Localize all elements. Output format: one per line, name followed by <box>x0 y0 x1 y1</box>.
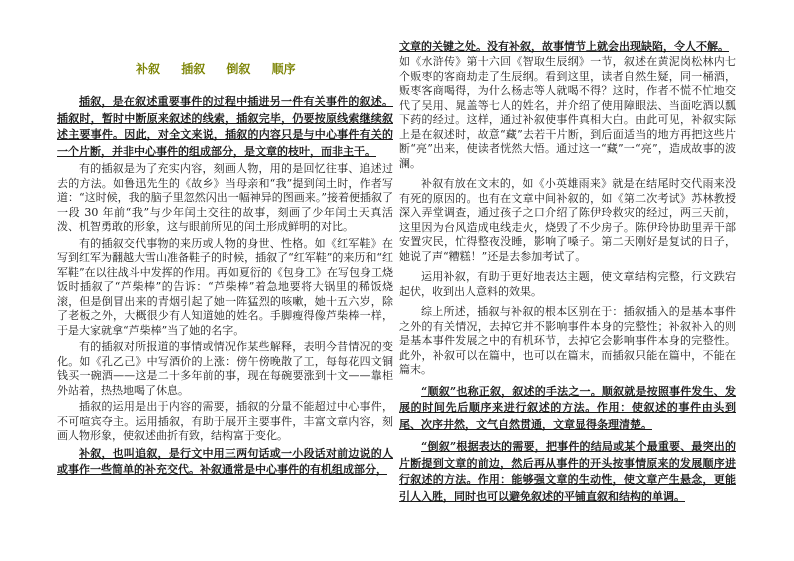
body-paragraph: 有的插叙对所报道的事情或情况作某些解释，表明今昔情况的变化。如《孔乙己》中写酒价的上涨：傍午傍晚散了工，每每花四文铜钱买一碗酒——这是二十多年前的事，现在每碗要涨到十文——靠柜外站着，热热地喝了休息。 <box>57 340 393 397</box>
definition-paragraph-insertion: 插叙，是在叙述重要事件的过程中插进另一件有关事件的叙述。插叙时，暂时中断原来叙述的线索，插叙完毕，仍要按原线索继续叙述主要事件。因此，对全文来说，插叙的内容只是与中心事件有关的一个片断，并非中心事件的组成部分，是文章的枝叶，而非主干。 <box>57 95 393 158</box>
left-column <box>57 94 393 514</box>
body-paragraph: 插叙的运用是出于内容的需要，插叙的分量不能超过中心事件，不可喧宾夺主。运用插叙，有助于展开主要事件，丰富文章内容，刻画人物形象，使叙述曲折有致，结构富于变化。 <box>57 400 393 442</box>
definition-paragraph-flashback: “倒叙”根据表达的需要，把事件的结局或某个最重要、最突出的片断提到文章的前边，然后再从事件的开头按事情原来的发展顺序进行叙述的方法。作用：能够强文章的生动性，使文章产生悬念，更能引人入胜，同时也可以避免叙述的平铺直叙和结构的单调。 <box>399 440 736 503</box>
body-paragraph: 运用补叙，有助于更好地表达主题，使文章结构完整，行文跌宕起伏，收到出人意料的效果。 <box>399 270 736 298</box>
definition-paragraph-chronological: “顺叙”也称正叙，叙述的手法之一。顺叙就是按照事件发生、发展的时间先后顺序来进行叙述的方法。作用：使叙述的事件由头到尾、次序井然，文气自然贯通，文章显得条理清楚。 <box>399 384 736 431</box>
body-paragraph: 有的插叙交代事物的来历或人物的身世、性格。如《红军鞋》在写到红军为翻越大雪山准备鞋子的时候，插叙了“红军鞋”的来历和“红军鞋”在以往战斗中发挥的作用。再如夏衍的《包身工》在写包身工烧饭时插叙了“芦柴棒”的告诉：“芦柴棒”着急地要将大锅里的稀饭烧滚，但是倒冒出来的青烟引起了她一阵猛烈的咳嗽，她十五六岁，除了老板之外，大概很少有人知道她的姓名。手脚瘦得像芦柴棒一样，于是大家就拿“芦柴棒”当了她的名字。 <box>57 236 393 337</box>
definition-paragraph-supplement: 补叙，也叫追叙，是行文中用三两句话或一小段话对前边说的人或事作一些简单的补充交代。补叙通常是中心事件的有机组成部分， <box>57 446 393 476</box>
title-word: 补叙 <box>136 62 161 76</box>
title-word: 顺序 <box>271 62 296 76</box>
continued-paragraph-emphasis: 文章的关键之处。没有补叙，故事情节上就会出现缺陷，令人不解。 <box>399 40 729 53</box>
continued-paragraph-text: 如《水浒传》第十六回《智取生辰纲》一节，叙述在黄泥岗松林内七个贩枣的客商劫走了生辰纲。看到这里，读者自然生疑，同一桶酒，贩枣客商喝得，为什么杨志等人就喝不得？这时，作者不慌不忙地交代了吴用、晁盖等七人的姓名，并介绍了使用障眼法、当面吃酒以瓢下药的经过。这样，通过补叙使事件真相大白。由此可见，补叙实际上是在叙述时，故意“藏”去若干片断，到后面适当的地方再把这些片断“亮”出来，使读者恍然大悟。通过这一“藏”一“亮”，造成故事的波澜。 <box>399 55 736 170</box>
continued-paragraph <box>399 39 736 171</box>
document-title <box>136 60 296 77</box>
body-paragraph: 综上所述，插叙与补叙的根本区别在于：插叙插入的是基本事件之外的有关情况，去掉它并不影响事件本身的完整性；补叙补入的则是基本事件发展之中的有机环节，去掉它会影响事件本身的完整性。此外，补叙可以在篇中，也可以在篇末，而插叙只能在篇中，不能在篇末。 <box>399 305 736 376</box>
body-paragraph: 补叙有放在文末的，如《小英雄雨来》就是在结尾时交代雨来没有死的原因的。也有在文章中间补叙的，如《第二次考试》苏林教授深入弄堂调查，通过孩子之口介绍了陈伊玲救灾的经过，两三天前，这里因为台风造成电线走火，烧毁了不少房子。陈伊玲协助里弄干部安置灾民，忙得整夜没睡，影响了嗓子。第二天刚好是复试的日子，她说了声“糟糕！”还是去参加考试了。 <box>399 177 736 263</box>
title-word: 倒叙 <box>226 62 251 76</box>
body-paragraph: 有的插叙是为了充实内容，刻画人物，用的是回忆往事、追述过去的方法。如鲁迅先生的《故乡》当母亲和“我”提到闰土时，作者写道：“这时候，我的脑子里忽然闪出一幅神异的图画来。”接着便插叙了一段 30 年前“我”与少年闰土交往的故事，刻画了少年闰土天真活泼、机智勇敢的形象，这与眼前所见的闰土形成鲜明的对比。 <box>57 162 393 233</box>
title-word: 插叙 <box>181 62 206 76</box>
right-column <box>399 39 736 519</box>
